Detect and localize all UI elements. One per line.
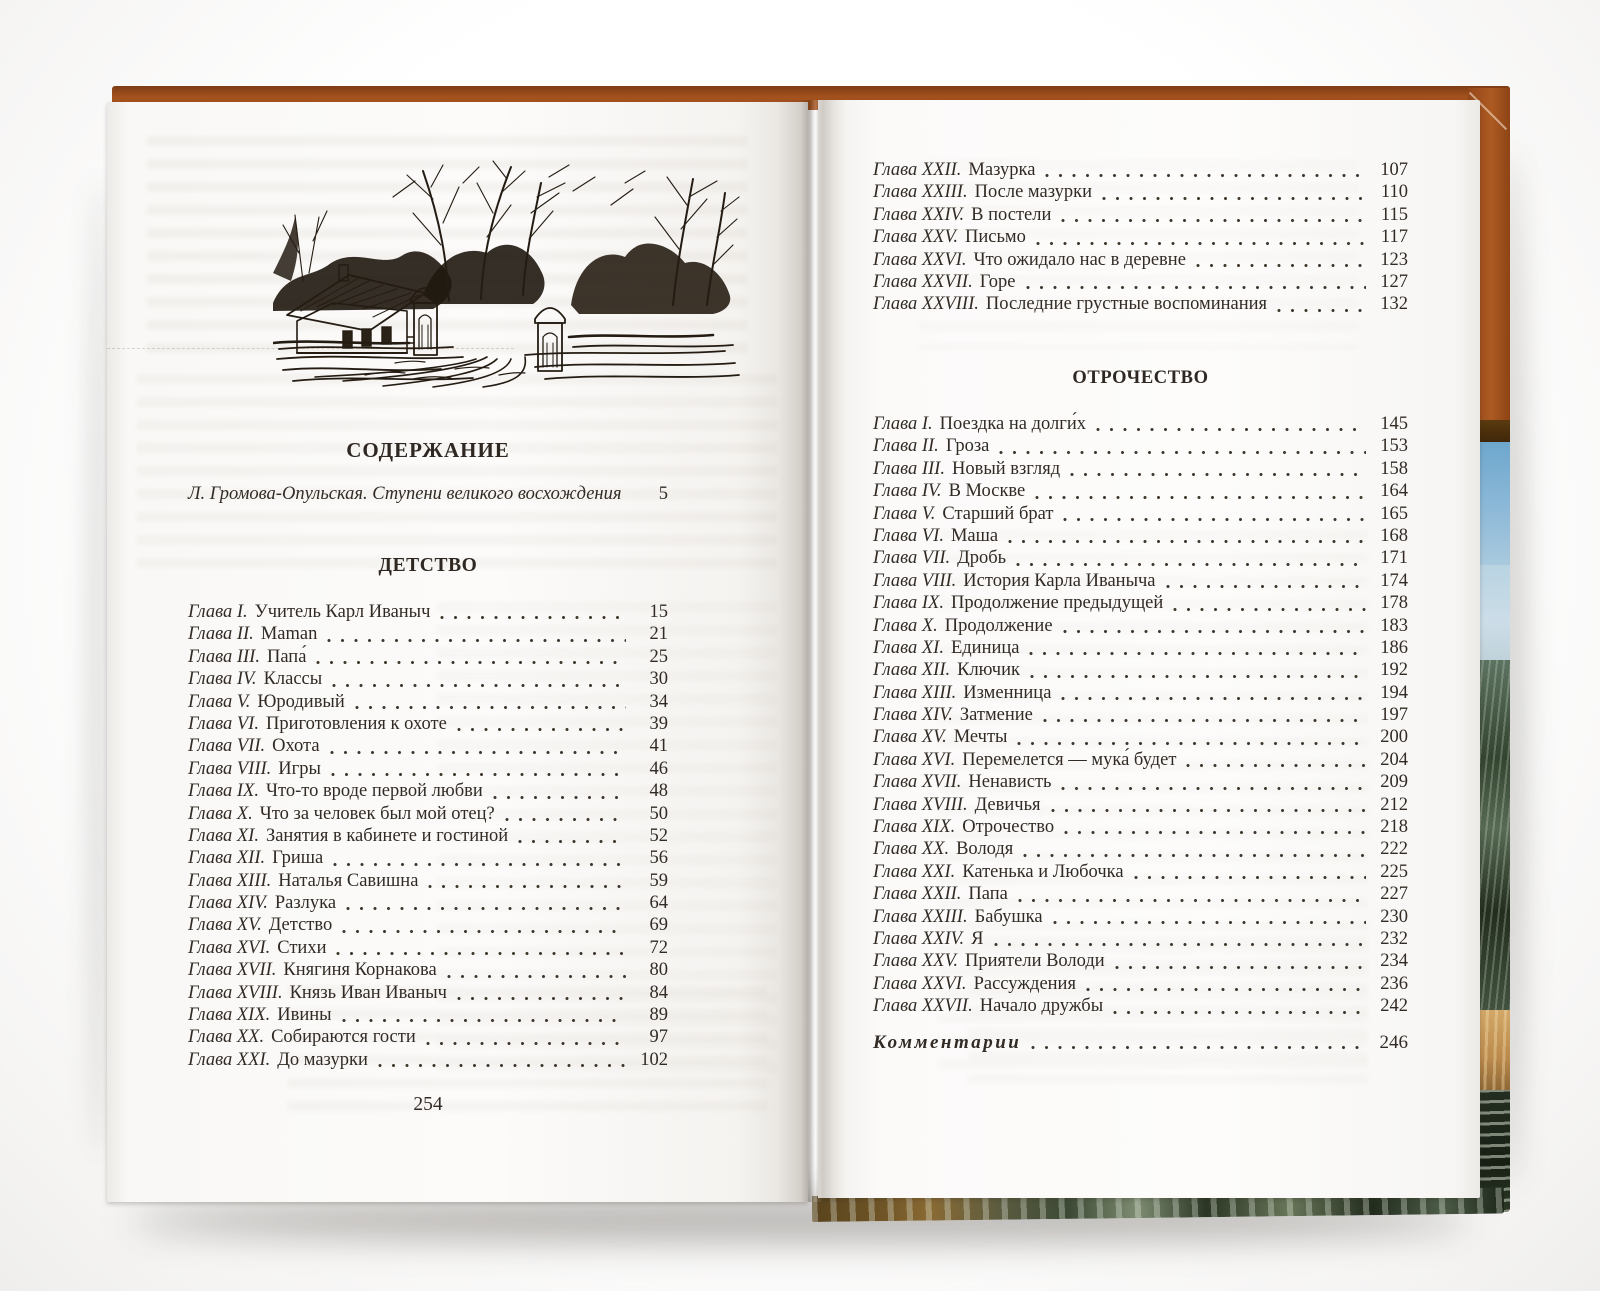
dot-leader: [1061, 786, 1366, 791]
dot-leader: [1102, 196, 1366, 201]
dot-leader: [1063, 517, 1366, 522]
toc-entry: [873, 996, 1408, 1018]
left-page-folio: 254: [413, 1094, 443, 1115]
toc-entry: [188, 624, 668, 646]
chapter-title: Что ожидало нас в деревне: [973, 249, 1186, 270]
chapter-label: Глава VII.: [873, 548, 951, 569]
contents-heading: СОДЕРЖАНИЕ: [346, 438, 510, 462]
dot-leader: [1166, 584, 1366, 589]
dot-leader: [1173, 607, 1366, 612]
dot-leader: [518, 839, 626, 844]
chapter-label: Глава II.: [873, 436, 939, 457]
toc-list-childhood-continued: [873, 160, 1408, 317]
page-number: 69: [649, 915, 668, 936]
dot-leader: [1018, 898, 1366, 903]
page-number: 145: [1380, 414, 1408, 434]
page-number: 197: [1380, 705, 1408, 726]
toc-entry: [873, 616, 1408, 638]
chapter-title: Гриша: [272, 848, 324, 869]
page-number: 80: [649, 960, 668, 981]
chapter-label: Глава V.: [188, 691, 251, 712]
chapter-label: Глава XX.: [188, 1027, 265, 1048]
dot-leader: [447, 974, 626, 979]
page-number: 186: [1380, 637, 1408, 658]
page-number: 72: [649, 937, 668, 958]
page-number: 178: [1380, 593, 1408, 614]
chapter-label: Глава XII.: [873, 660, 951, 681]
chapter-title: Бабушка: [974, 906, 1043, 927]
toc-entry: [188, 848, 668, 870]
toc-entry: [873, 974, 1408, 996]
dot-leader: [342, 929, 626, 934]
chapter-title: Князь Иван Иваныч: [289, 982, 447, 1003]
chapter-label: Глава XVIII.: [188, 982, 283, 1003]
dot-leader: [1113, 1010, 1366, 1015]
chapter-label: Глава XIV.: [873, 705, 953, 726]
chapter-label: Глава XXVII.: [873, 996, 973, 1017]
page-number: 209: [1380, 772, 1408, 793]
dot-leader: [1030, 674, 1366, 679]
dot-leader: [1023, 853, 1366, 858]
dot-leader: [355, 705, 626, 710]
page-number: 165: [1380, 503, 1408, 524]
page-number: 242: [1380, 996, 1408, 1017]
toc-entry: [873, 182, 1408, 204]
page-number: 194: [1380, 682, 1408, 703]
chapter-title: В Москве: [948, 481, 1026, 502]
toc-entry: [873, 929, 1408, 951]
chapter-title: Учитель Карл Иваныч: [254, 602, 431, 622]
dot-leader: [327, 638, 626, 643]
dot-leader: [1115, 965, 1366, 970]
dot-leader: [428, 884, 626, 889]
chapter-title: Володя: [956, 839, 1014, 860]
page-number: 64: [649, 893, 668, 914]
page-number: 59: [649, 870, 668, 891]
chapter-title: Собираются гости: [271, 1027, 416, 1048]
page-number: 171: [1380, 548, 1408, 569]
chapter-title: Разлука: [274, 893, 337, 914]
toc-entry: [188, 647, 668, 669]
chapter-title: Гроза: [945, 436, 990, 457]
page-number: 107: [1380, 160, 1408, 180]
chapter-title: Новый взгляд: [951, 458, 1061, 479]
page-number: 227: [1380, 884, 1408, 905]
toc-entry: [873, 571, 1408, 593]
chapter-title: Ненависть: [968, 772, 1052, 793]
chapter-title: Классы: [263, 669, 323, 690]
toc-illustration: [273, 153, 743, 388]
chapter-title: Ивины: [277, 1005, 332, 1026]
chapter-label: Глава X.: [188, 803, 253, 824]
chapter-label: Глава XIII.: [188, 870, 272, 891]
chapter-title: Дробь: [957, 548, 1007, 569]
chapter-title: Княгиня Корнакова: [283, 960, 437, 981]
page-number: 164: [1380, 481, 1408, 502]
toc-list-boyhood: [873, 414, 1408, 1019]
dot-leader: [1134, 875, 1366, 880]
dot-leader: [1008, 539, 1366, 544]
dot-leader: [999, 450, 1366, 455]
dot-leader: [440, 615, 626, 620]
chapter-title: После мазурки: [974, 182, 1093, 203]
chapter-title: Детство: [268, 915, 333, 936]
dot-leader: [378, 1063, 626, 1068]
toc-entry: [873, 227, 1408, 249]
dot-leader: [1086, 987, 1366, 992]
chapter-label: Глава XXV.: [873, 951, 959, 972]
chapter-label: Глава XIX.: [873, 817, 956, 838]
dot-leader: [457, 727, 626, 732]
toc-entry: [188, 804, 668, 826]
toc-entry: [873, 907, 1408, 929]
dot-leader: [1026, 285, 1367, 290]
section-heading-boyhood: ОТРОЧЕСТВО: [1072, 368, 1209, 388]
toc-entry: [873, 951, 1408, 973]
chapter-title: Продолжение предыдущей: [950, 593, 1164, 614]
dot-leader: [333, 862, 626, 867]
toc-entry: [873, 272, 1408, 294]
dot-leader: [1096, 427, 1366, 432]
page-number: 25: [649, 646, 668, 667]
chapter-label: Глава I.: [188, 602, 248, 622]
toc-entry: [873, 160, 1408, 182]
chapter-label: Глава XIII.: [873, 682, 957, 703]
page-number: 232: [1380, 928, 1408, 949]
dot-leader: [346, 906, 626, 911]
chapter-label: Глава XI.: [188, 825, 259, 846]
page-number: 102: [640, 1049, 668, 1070]
chapter-title: Последние грустные воспоминания: [985, 294, 1268, 315]
page-number: 204: [1380, 749, 1408, 770]
chapter-label: Глава X.: [873, 615, 938, 636]
chapter-label: Глава XIX.: [188, 1005, 271, 1026]
chapter-title: Стихи: [277, 937, 327, 958]
chapter-title: Что-то вроде первой любви: [265, 781, 483, 802]
toc-entry: [188, 669, 668, 691]
chapter-title: До мазурки: [277, 1049, 368, 1070]
chapter-label: Глава IV.: [188, 669, 257, 690]
chapter-label: Глава VII.: [188, 736, 266, 757]
dot-leader: [493, 795, 626, 800]
toc-entry: [188, 983, 668, 1005]
chapter-title: Игры: [278, 758, 321, 779]
chapter-title: Наталья Савишна: [278, 870, 419, 891]
chapter-title: Затмение: [959, 705, 1033, 726]
page-number: 50: [649, 803, 668, 824]
left-page: [107, 102, 808, 1202]
toc-entry: [873, 817, 1408, 839]
dot-leader: [1036, 241, 1366, 246]
toc-entry: [873, 294, 1408, 316]
chapter-title: Маша: [950, 525, 999, 546]
chapter-label: Глава XXVIII.: [873, 294, 979, 315]
toc-entry: [188, 960, 668, 982]
dot-leader: [1043, 718, 1366, 723]
dot-leader: [1016, 562, 1366, 567]
chapter-label: Глава IX.: [873, 593, 944, 614]
chapter-label: Глава XXI.: [188, 1049, 271, 1070]
dot-leader: [457, 996, 626, 1001]
page-number: 56: [649, 848, 668, 869]
toc-entry: [873, 884, 1408, 906]
page-number: 30: [649, 669, 668, 690]
page-number: 153: [1380, 436, 1408, 457]
page-number: 48: [649, 781, 668, 802]
page-number: 97: [649, 1027, 668, 1048]
toc-entry: [188, 759, 668, 781]
chapter-title: Девичья: [974, 794, 1041, 815]
toc-entry: [188, 826, 668, 848]
chapter-label: Глава XV.: [188, 915, 262, 936]
page-number: 230: [1380, 906, 1408, 927]
page-number: 158: [1380, 458, 1408, 479]
dot-leader: [1061, 218, 1366, 223]
toc-entry-intro: [188, 484, 668, 505]
chapter-label: Глава VIII.: [188, 758, 272, 779]
page-number: 89: [649, 1005, 668, 1026]
dot-leader: [316, 660, 626, 665]
chapter-label: Глава XXIV.: [873, 928, 965, 949]
chapter-title: Старший брат: [942, 503, 1054, 524]
toc-entry: [188, 871, 668, 893]
dot-leader: [332, 683, 626, 688]
chapter-title: Охота: [272, 736, 320, 757]
page-number: 110: [1380, 182, 1408, 203]
page-number: 52: [649, 825, 668, 846]
toc-entry-comments: [873, 1032, 1408, 1054]
toc-entry: [873, 660, 1408, 682]
chapter-label: Глава XXVII.: [873, 271, 973, 292]
toc-entry: [873, 593, 1408, 615]
dot-leader: [1051, 808, 1366, 813]
chapter-label: Глава XX.: [873, 839, 950, 860]
toc-entry: [873, 459, 1408, 481]
dot-leader: [1196, 263, 1366, 268]
intro-author-title: Л. Громова-Опульская. Ступени великого восхождения: [188, 484, 622, 504]
page-number: 222: [1380, 839, 1408, 860]
toc-entry: [188, 714, 668, 736]
chapter-label: Глава III.: [188, 646, 260, 667]
toc-entry: [873, 705, 1408, 727]
page-number: 200: [1380, 727, 1408, 748]
chapter-title: В постели: [971, 204, 1052, 225]
toc-entry: [873, 250, 1408, 272]
chapter-title: Папа́: [266, 646, 307, 667]
chapter-title: Занятия в кабинете и гостиной: [265, 825, 509, 846]
chapter-title: Поездка на долги́х: [939, 414, 1086, 434]
chapter-label: Глава IX.: [188, 781, 259, 802]
toc-entry: [873, 205, 1408, 227]
page-number: 225: [1380, 861, 1408, 882]
chapter-label: Глава V.: [873, 503, 936, 524]
dot-leader: [1063, 629, 1366, 634]
chapter-title: Перемелется — мука́ будет: [962, 749, 1177, 770]
toc-entry: [873, 436, 1408, 458]
toc-entry: [188, 736, 668, 758]
chapter-label: Глава XXIII.: [873, 906, 968, 927]
dot-leader: [336, 951, 626, 956]
toc-entry: [873, 548, 1408, 570]
chapter-label: Глава XIV.: [188, 893, 268, 914]
chapter-label: Глава XXI.: [873, 861, 956, 882]
page-number: 183: [1380, 615, 1408, 636]
chapter-title: Maman: [260, 624, 318, 645]
chapter-label: Глава XVII.: [873, 772, 962, 793]
page-number: 192: [1380, 660, 1408, 681]
dot-leader: [1053, 920, 1366, 925]
toc-entry: [873, 481, 1408, 503]
toc-entry: [188, 692, 668, 714]
toc-entry: [873, 526, 1408, 548]
chapter-title: Мазурка: [968, 160, 1036, 180]
chapter-title: Катенька и Любочка: [962, 861, 1124, 882]
chapter-label: Глава IV.: [873, 481, 942, 502]
intro-page-number: 5: [658, 484, 668, 504]
dot-leader: [1035, 495, 1366, 500]
toc-entry: [873, 683, 1408, 705]
chapter-title: История Карла Иваныча: [963, 570, 1156, 591]
chapter-label: Глава XXII.: [873, 160, 962, 180]
toc-list-childhood: [188, 602, 668, 1072]
chapter-label: Глава XXV.: [873, 227, 959, 248]
show-through-texture: [137, 374, 777, 572]
page-number: 236: [1380, 973, 1408, 994]
dot-leader: [1186, 763, 1366, 768]
dot-leader: [1017, 741, 1366, 746]
page-number: 21: [649, 624, 668, 645]
chapter-label: Глава XVIII.: [873, 794, 968, 815]
toc-entry: [188, 893, 668, 915]
chapter-label: Глава VIII.: [873, 570, 957, 591]
dot-leader: [1045, 173, 1366, 178]
page-number: 123: [1380, 249, 1408, 270]
toc-entry: [873, 862, 1408, 884]
toc-entry: [873, 750, 1408, 772]
chapter-title: Изменница: [963, 682, 1052, 703]
page-number: 234: [1380, 951, 1408, 972]
page-number: 115: [1380, 204, 1408, 225]
dot-leader: [1061, 696, 1366, 701]
chapter-label: Глава XII.: [188, 848, 266, 869]
chapter-label: Глава XI.: [873, 637, 944, 658]
toc-entry: [188, 781, 668, 803]
chapter-title: Единица: [950, 637, 1020, 658]
chapter-label: Глава XXVI.: [873, 973, 967, 994]
chapter-label: Глава XVII.: [188, 960, 277, 981]
page-number: 34: [649, 691, 668, 712]
toc-entry: [873, 839, 1408, 861]
chapter-label: Глава XXVI.: [873, 249, 967, 270]
dot-leader: [505, 817, 626, 822]
chapter-title: Рассуждения: [973, 973, 1076, 994]
toc-entry: [873, 795, 1408, 817]
toc-entry: [188, 1027, 668, 1049]
dot-leader: [1277, 308, 1366, 313]
page-number: 41: [649, 736, 668, 757]
comments-page-number: 246: [1379, 1032, 1408, 1053]
page-number: 39: [649, 713, 668, 734]
dot-leader: [330, 750, 626, 755]
chapter-label: Глава VI.: [188, 713, 259, 734]
comments-label: Комментарии: [873, 1032, 1022, 1053]
chapter-title: Начало дружбы: [979, 996, 1104, 1017]
chapter-label: Глава XXIII.: [873, 182, 968, 203]
toc-entry: [873, 638, 1408, 660]
chapter-label: Глава XXII.: [873, 884, 962, 905]
page-number: 15: [649, 602, 668, 622]
toc-entry: [188, 1005, 668, 1027]
chapter-title: Отрочество: [962, 817, 1055, 838]
dot-leader: [994, 942, 1366, 947]
dot-leader: [1070, 472, 1366, 477]
toc-entry: [873, 727, 1408, 749]
right-page: [818, 100, 1480, 1198]
toc-entry: [873, 504, 1408, 526]
chapter-label: Глава II.: [188, 624, 254, 645]
chapter-title: Я: [971, 928, 984, 949]
chapter-label: Глава III.: [873, 458, 945, 479]
toc-entry: [188, 938, 668, 960]
chapter-title: Продолжение: [944, 615, 1053, 636]
toc-entry: [873, 772, 1408, 794]
section-heading-childhood: ДЕТСТВО: [378, 555, 478, 576]
toc-entry: [188, 602, 668, 624]
chapter-title: Приятели Володи: [965, 951, 1105, 972]
page-number: 174: [1380, 570, 1408, 591]
chapter-title: Что за человек был мой отец?: [259, 803, 495, 824]
page-number: 168: [1380, 525, 1408, 546]
dot-leader: [331, 772, 626, 777]
chapter-title: Горе: [979, 271, 1016, 292]
chapter-title: Приготовления к охоте: [265, 713, 447, 734]
toc-entry: [188, 915, 668, 937]
dot-leader: [1064, 830, 1366, 835]
chapter-title: Папа: [968, 884, 1008, 905]
page-number: 84: [649, 982, 668, 1003]
dot-leader: [1029, 651, 1366, 656]
chapter-title: Ключик: [957, 660, 1020, 681]
chapter-title: Юродивый: [257, 691, 345, 712]
chapter-title: Письмо: [965, 227, 1026, 248]
chapter-label: Глава XV.: [873, 727, 947, 748]
toc-entry: [873, 414, 1408, 436]
dot-leader: [1031, 1045, 1366, 1050]
toc-entry: [188, 1050, 668, 1072]
chapter-label: Глава XXIV.: [873, 204, 965, 225]
page-number: 132: [1380, 294, 1408, 315]
chapter-label: Глава VI.: [873, 525, 944, 546]
page-number: 218: [1380, 817, 1408, 838]
page-number: 117: [1380, 227, 1408, 248]
dot-leader: [342, 1018, 626, 1023]
dot-leader: [426, 1041, 626, 1046]
page-number: 127: [1380, 271, 1408, 292]
chapter-label: Глава XVI.: [873, 749, 956, 770]
page-number: 212: [1380, 794, 1408, 815]
chapter-title: Мечты: [953, 727, 1008, 748]
chapter-label: Глава XVI.: [188, 937, 271, 958]
page-number: 46: [649, 758, 668, 779]
chapter-label: Глава I.: [873, 414, 933, 434]
